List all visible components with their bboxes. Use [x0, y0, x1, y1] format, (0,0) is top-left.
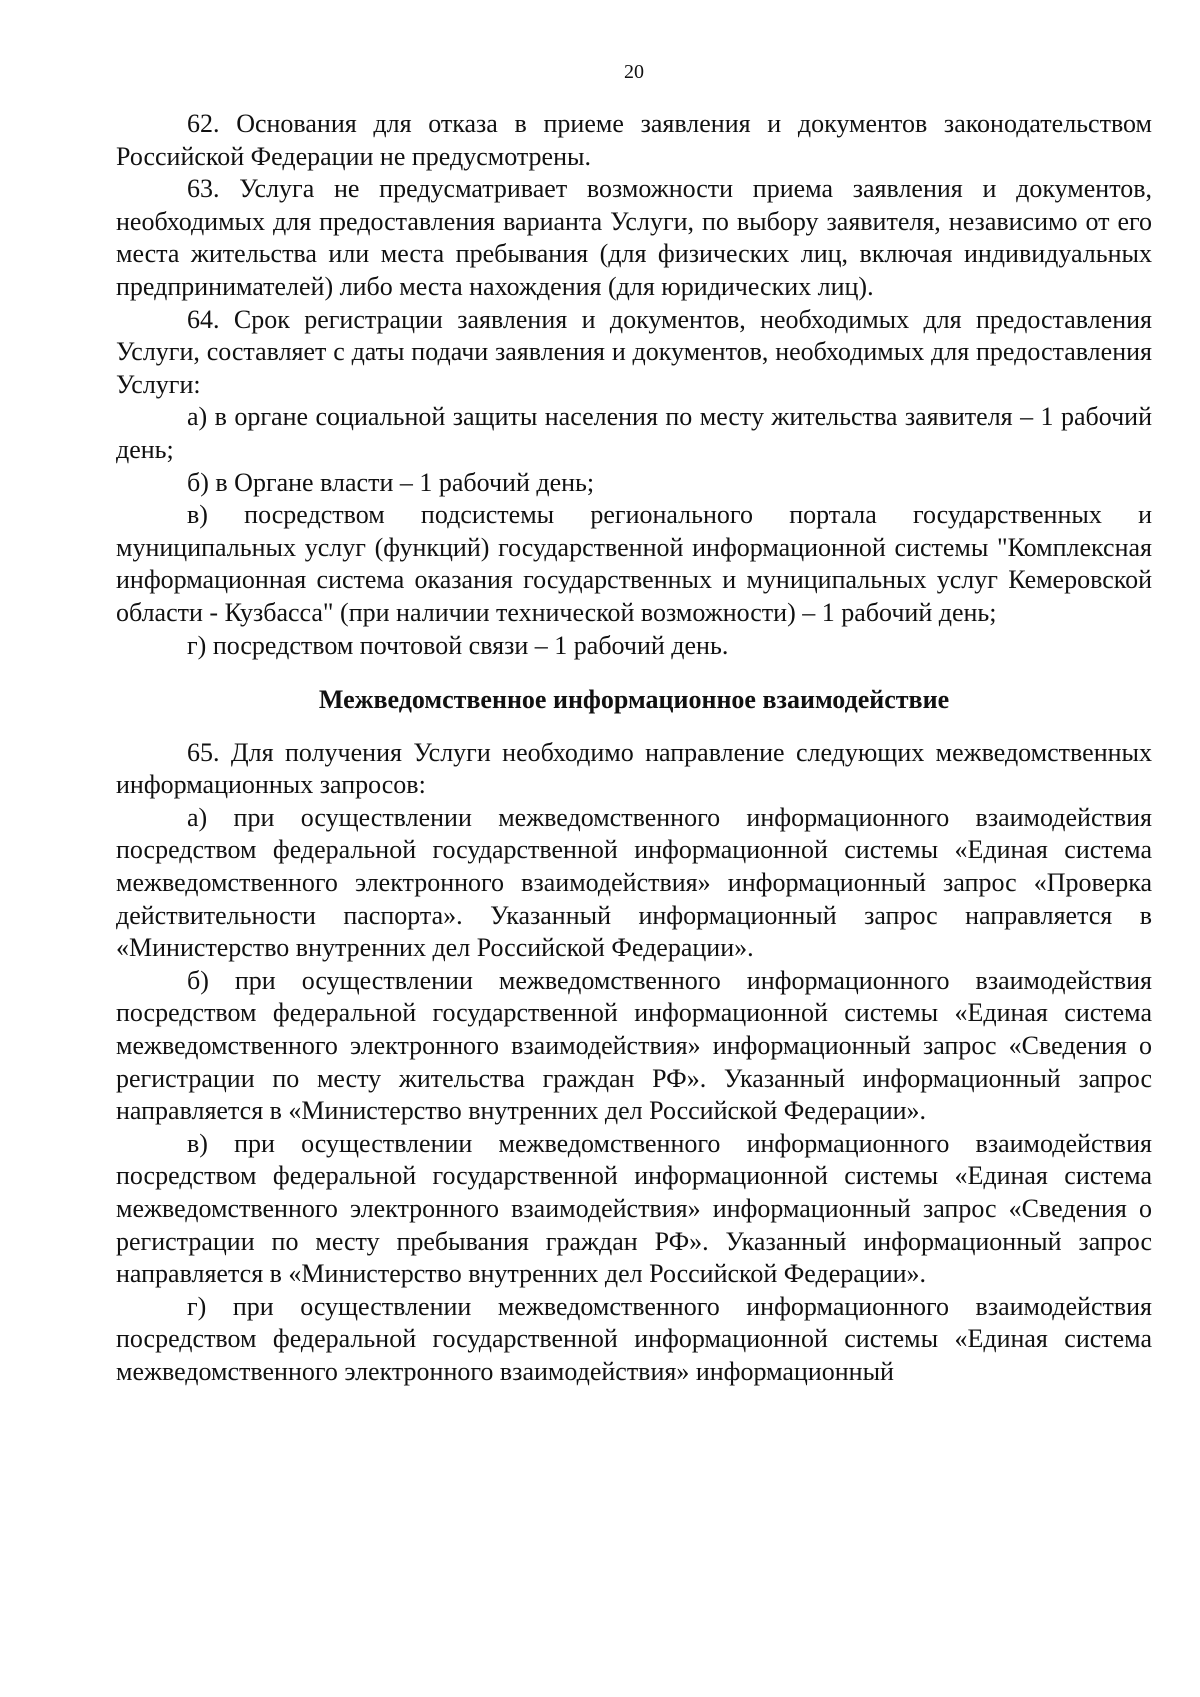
- paragraph-64-v: в) посредством подсистемы регионального портала государственных и муниципальных услуг (функций) государственной информационной системы "Комплексная информационная система оказания государственных и муниципальных услуг Кемеровской области - Кузбасса" (при наличии технической возможности) – 1 рабочий день;: [116, 500, 1152, 627]
- paragraph-64-b: б) в Органе власти – 1 рабочий день;: [187, 467, 595, 497]
- document-page: [116, 60, 1152, 1389]
- section-heading: Межведомственное информационное взаимодействие: [318, 685, 950, 715]
- paragraph-62: 62. Основания для отказа в приеме заявления и документов законодательством Российской Федерации не предусмотрены.: [116, 109, 1152, 171]
- paragraph-64-a: а) в органе социальной защиты населения по месту жительства заявителя – 1 рабочий день;: [116, 402, 1152, 464]
- paragraph-65-g: г) при осуществлении межведомственного информационного взаимодействия посредством федеральной государственной информационной системы «Единая система межведомственного электронного взаимодействия» информационный: [116, 1291, 1152, 1386]
- paragraph-65-v: в) при осуществлении межведомственного информационного взаимодействия посредством федеральной государственной информационной системы «Единая система межведомственного электронного взаимодействия» информационный запрос «Сведения о регистрации по месту пребывания граждан РФ». Указанный информационный запрос направляется в «Министерство внутренних дел Российской Федерации».: [116, 1128, 1152, 1289]
- paragraph-63: 63. Услуга не предусматривает возможности приема заявления и документов, необходимых для предоставления варианта Услуги, по выбору заявителя, независимо от его места жительства или места пребывания (для физических лиц, включая индивидуальных предпринимателей) либо места нахождения (для юридических лиц).: [116, 174, 1152, 301]
- paragraph-64: 64. Срок регистрации заявления и документов, необходимых для предоставления Услуги, составляет с даты подачи заявления и документов, необходимых для предоставления Услуги:: [116, 304, 1152, 399]
- paragraph-65-b: б) при осуществлении межведомственного информационного взаимодействия посредством федеральной государственной информационной системы «Единая система межведомственного электронного взаимодействия» информационный запрос «Сведения о регистрации по месту жительства граждан РФ». Указанный информационный запрос направляется в «Министерство внутренних дел Российской Федерации».: [116, 965, 1152, 1126]
- page-number: 20: [624, 61, 644, 83]
- paragraph-64-g: г) посредством почтовой связи – 1 рабочий день.: [187, 630, 729, 660]
- paragraph-65-a: а) при осуществлении межведомственного информационного взаимодействия посредством федеральной государственной информационной системы «Единая система межведомственного электронного взаимодействия» информационный запрос «Проверка действительности паспорта». Указанный информационный запрос направляется в «Министерство внутренних дел Российской Федерации».: [116, 802, 1152, 963]
- paragraph-65: 65. Для получения Услуги необходимо направление следующих межведомственных информационных запросов:: [116, 737, 1152, 800]
